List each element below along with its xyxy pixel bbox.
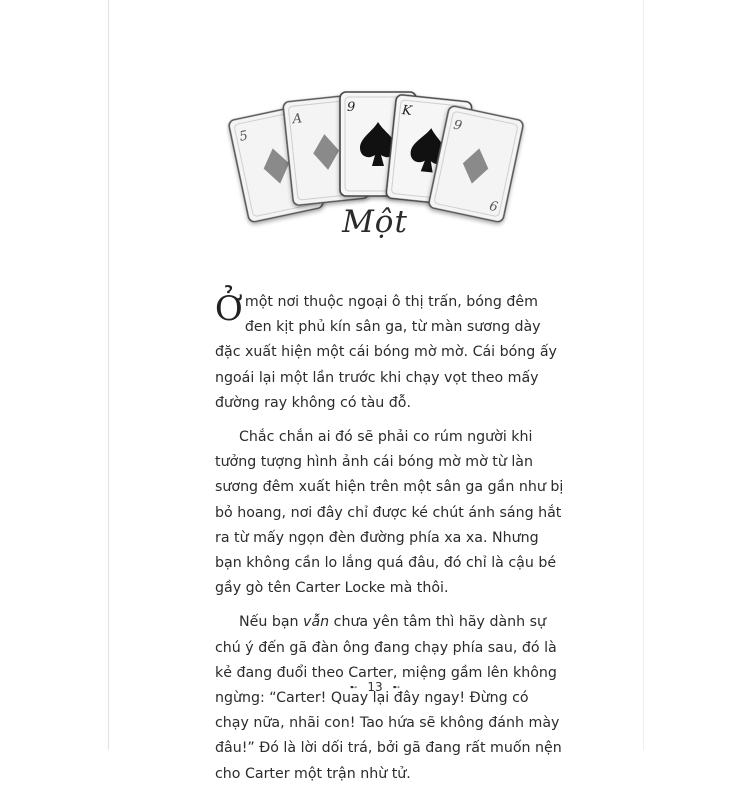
ornament-right-icon: ➸ xyxy=(392,682,401,693)
card-rank: 5 xyxy=(238,128,250,145)
paragraph-3-text-a: Nếu bạn xyxy=(239,614,304,631)
card-rank-bottom: 6 xyxy=(487,198,500,216)
page-footer xyxy=(315,680,435,694)
paragraph-1 xyxy=(215,290,565,416)
chapter-body xyxy=(215,290,565,796)
page-number: 13 xyxy=(367,680,383,694)
paragraph-3 xyxy=(215,610,565,786)
ornament-left-icon: ➸ xyxy=(349,682,358,693)
paragraph-3-text-b: chưa yên tâm thì hãy dành sự chú ý đến gã đàn ông đang chạy phía sau, đó là kẻ đang đuổi theo Carter, miệng gầm lên không ngừng: “Carter! Quay lại đây ngay! Đừng có chạy nữa, nhãi con! Tao hứa sẽ không đánh mày đâu!” Đó là lời dối trá, bởi gã đang rất muốn nện cho Carter một trận nhừ tử. xyxy=(215,614,562,782)
drop-cap: Ở xyxy=(215,289,243,329)
card-rank: K xyxy=(401,103,413,119)
card-rank: 9 xyxy=(452,117,464,135)
emphasis-text: vẫn xyxy=(303,614,330,631)
paragraph-2: Chắc chắn ai đó sẽ phải co rúm người khi tưởng tượng hình ảnh cái bóng mờ mờ từ làn sương đêm xuất hiện trên một sân ga gần như bị bỏ hoang, nơi đây chỉ được ké chút ánh sáng hắt ra từ mấy ngọn đèn đường phía xa xa. Nhưng bạn không cần lo lắng quá đâu, đó chỉ là cậu bé gầy gò tên Carter Locke mà thôi. xyxy=(215,429,564,597)
card-rank: A xyxy=(291,111,303,128)
paragraph-1-text: một nơi thuộc ngoại ô thị trấn, bóng đêm đen kịt phủ kín sân ga, từ màn sương dày đặc xuất hiện một cái bóng mờ mờ. Cái bóng ấy ngoái lại một lần trước khi chạy vọt theo mấy đường ray không có tàu đỗ. xyxy=(215,294,557,411)
chapter-title: Một xyxy=(342,204,408,240)
card-rank: 9 xyxy=(347,100,356,115)
